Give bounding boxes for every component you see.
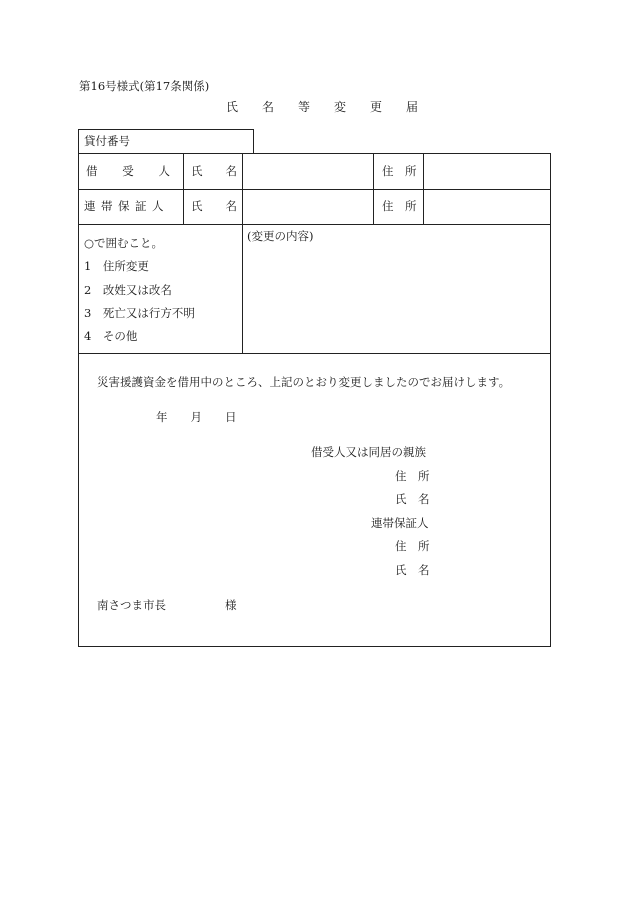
borrower-name-label: 氏 名 — [191, 164, 237, 178]
recipient-honorific: 様 — [225, 598, 237, 612]
borrower-role-label: 借 受 人 — [86, 164, 171, 178]
form-number: 第16号様式(第17条関係) — [79, 79, 210, 93]
borrower-name-field[interactable] — [244, 155, 372, 188]
guarantor-role-label: 連 帯 保 証 人 — [84, 199, 165, 213]
guarantor-address-label: 住 所 — [382, 199, 417, 213]
row-divider-3 — [78, 353, 551, 354]
guarantor-address-field[interactable] — [425, 191, 549, 223]
col-divider-role — [183, 153, 184, 224]
option-item[interactable]: 1 住所変更 — [84, 259, 149, 273]
page-title: 氏 名 等 変 更 届 — [226, 100, 419, 114]
borrower-address-field[interactable] — [425, 155, 549, 188]
change-content-label: (変更の内容) — [247, 229, 314, 243]
party2-address-label: 住 所 — [395, 539, 430, 553]
options-instruction: ○で囲むこと。 — [84, 236, 164, 250]
borrower-address-label: 住 所 — [382, 164, 417, 178]
party2-label: 連帯保証人 — [371, 516, 429, 530]
party1-label: 借受人又は同居の親族 — [311, 445, 426, 459]
declaration-date: 年 月 日 — [156, 410, 237, 424]
party1-address-label: 住 所 — [395, 469, 430, 483]
party1-name-label: 氏 名 — [395, 492, 430, 506]
option-item[interactable]: 3 死亡又は行方不明 — [84, 306, 195, 320]
change-content-field[interactable] — [244, 246, 549, 351]
option-item[interactable]: 2 改姓又は改名 — [84, 283, 172, 297]
recipient-label: 南さつま市長 — [97, 598, 166, 612]
option-item[interactable]: 4 その他 — [84, 329, 138, 343]
guarantor-name-field[interactable] — [244, 191, 372, 223]
col-divider-name-label — [242, 153, 243, 353]
col-divider-address-label — [423, 153, 424, 224]
col-divider-address-start — [373, 153, 374, 224]
loan-number-label: 貸付番号 — [84, 134, 130, 148]
declaration-text: 災害援護資金を借用中のところ、上記のとおり変更しましたのでお届けします。 — [97, 375, 511, 389]
row-divider-1 — [78, 189, 551, 190]
party2-name-label: 氏 名 — [395, 563, 430, 577]
row-divider-2 — [78, 224, 551, 225]
guarantor-name-label: 氏 名 — [191, 199, 237, 213]
form-table — [78, 153, 551, 647]
